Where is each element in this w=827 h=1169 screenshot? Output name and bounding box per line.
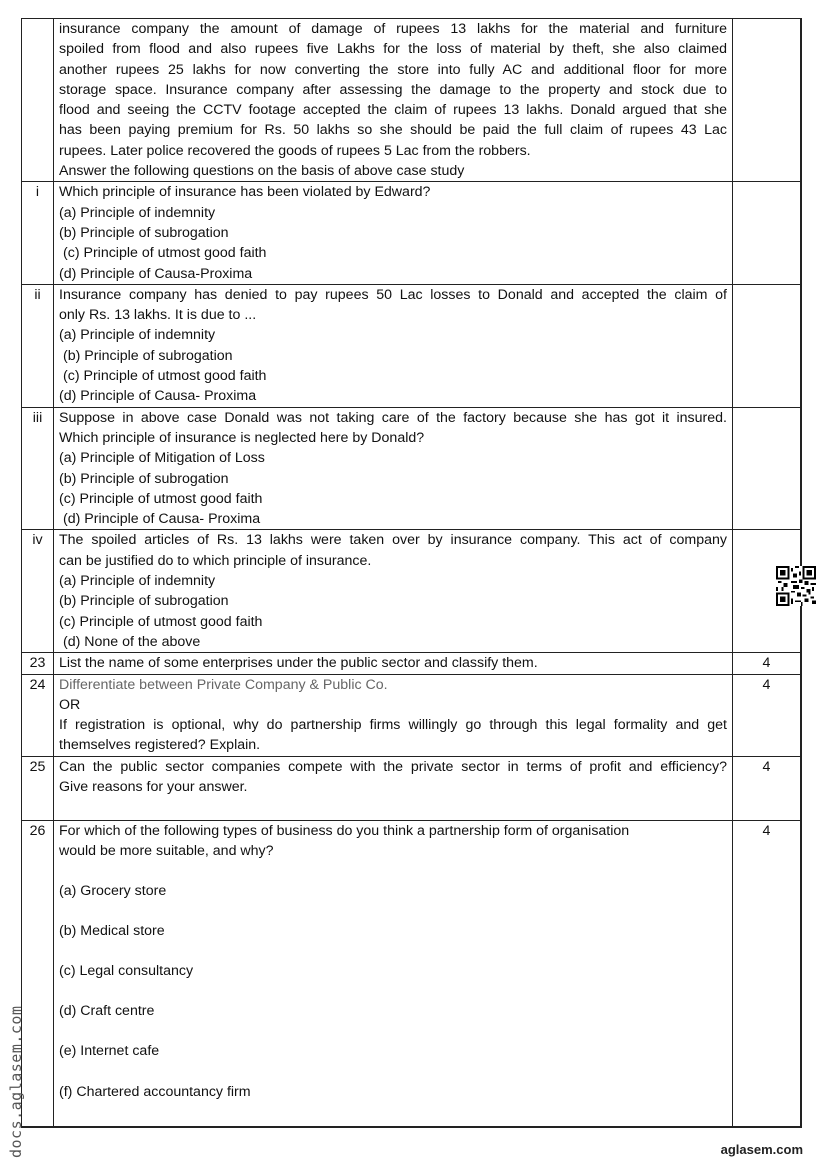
- spacer: [59, 901, 727, 921]
- option: (a) Principle of indemnity: [59, 204, 216, 221]
- question-number: iv: [22, 530, 54, 653]
- case-line: rupees. Later police recovered the goods of rupees 5 Lac from the robbers.: [59, 142, 531, 159]
- question-text: would be more suitable, and why?: [59, 842, 274, 859]
- option: (a) Principle of indemnity: [59, 573, 216, 590]
- marks-value: 4: [733, 674, 801, 756]
- question-text: Which principle of insurance has been violated by Edward?: [59, 184, 431, 201]
- or-separator: OR: [59, 696, 81, 713]
- question-text: Can the public sector companies compete with the private sector in terms of profit and efficiency?: [59, 758, 727, 775]
- question-text: themselves registered? Explain.: [59, 737, 261, 754]
- option: (c) Principle of utmost good faith: [63, 368, 267, 385]
- option: (c) Principle of utmost good faith: [59, 613, 263, 630]
- option: (a) Grocery store: [59, 883, 167, 900]
- question-text: only Rs. 13 lakhs. It is due to ...: [59, 307, 257, 324]
- marks-value: 4: [733, 820, 801, 1126]
- case-study-text: [54, 19, 733, 182]
- question-body: [54, 820, 733, 1126]
- question-text: If registration is optional, why do partnership firms willingly go through this legal formality and get: [59, 717, 727, 734]
- qr-code-icon[interactable]: [776, 566, 816, 606]
- subquestion-row: [22, 407, 801, 530]
- option: (b) Principle of subrogation: [59, 470, 229, 487]
- spacer: [59, 1062, 727, 1082]
- option: (d) Principle of Causa- Proxima: [59, 388, 257, 405]
- question-row-25: [22, 756, 801, 820]
- option: (f) Chartered accountancy firm: [59, 1083, 251, 1100]
- spacer: [59, 861, 727, 881]
- question-body: [54, 530, 733, 653]
- case-line: insurance company the amount of damage of rupees 13 lakhs for the material and furniture: [59, 21, 727, 37]
- case-study-row: [22, 19, 801, 182]
- question-number: 24: [22, 674, 54, 756]
- question-body: [54, 182, 733, 284]
- question-body: [54, 653, 733, 674]
- question-text: Differentiate between Private Company & Public Co.: [59, 676, 388, 693]
- subquestion-row: [22, 284, 801, 407]
- option: (b) Medical store: [59, 923, 165, 940]
- marks-value: 4: [733, 653, 801, 674]
- question-row-26: [22, 820, 801, 1126]
- case-line: spoiled from flood and also rupees five Lakhs for the loss of material by theft, she also claimed: [59, 41, 727, 58]
- question-text: For which of the following types of business do you think a partnership form of organisation: [59, 822, 630, 839]
- question-text: Insurance company has denied to pay rupees 50 Lac losses to Donald and accepted the claim of: [59, 286, 727, 303]
- question-row-24: [22, 674, 801, 756]
- question-text: The spoiled articles of Rs. 13 lakhs were taken over by insurance company. This act of company: [59, 532, 727, 549]
- spacer: [59, 941, 727, 961]
- marks-cell: [733, 182, 801, 284]
- subquestion-row: [22, 182, 801, 284]
- option: (a) Principle of Mitigation of Loss: [59, 450, 265, 467]
- question-table: [21, 18, 801, 1127]
- option: (b) Principle of subrogation: [59, 224, 229, 241]
- spacer: [59, 1022, 727, 1042]
- question-text: Suppose in above case Donald was not taking care of the factory because she has got it insured.: [59, 409, 727, 426]
- question-text: List the name of some enterprises under the public sector and classify them.: [59, 655, 538, 672]
- option: (c) Legal consultancy: [59, 963, 194, 980]
- case-instruction: Answer the following questions on the basis of above case study: [59, 163, 465, 180]
- marks-value: 4: [733, 756, 801, 820]
- question-body: [54, 407, 733, 530]
- case-line: has been paying premium for Rs. 50 lakhs so she should be paid the full claim of rupees 43 Lac: [59, 122, 727, 139]
- option: (e) Internet cafe: [59, 1043, 160, 1060]
- option: (c) Principle of utmost good faith: [59, 490, 263, 507]
- subquestion-row: [22, 530, 801, 653]
- option: (c) Principle of utmost good faith: [63, 245, 267, 262]
- option: (a) Principle of indemnity: [59, 327, 216, 344]
- watermark: docs.aglasem.com: [7, 1005, 25, 1158]
- option: (b) Principle of subrogation: [63, 347, 233, 364]
- question-text: Which principle of insurance is neglected here by Donald?: [59, 429, 425, 446]
- question-body: [54, 284, 733, 407]
- case-line: another rupees 25 lakhs for now converting the store into fully AC and additional floor for more: [59, 61, 727, 78]
- question-number: ii: [22, 284, 54, 407]
- question-number: 26: [22, 820, 54, 1126]
- option: (d) Principle of Causa-Proxima: [59, 265, 253, 282]
- case-line: flood and seeing the CCTV footage accepted the claim of rupees 13 lakhs. Donald argued that she: [59, 102, 727, 119]
- question-row-23: [22, 653, 801, 674]
- footer-brand[interactable]: aglasem.com: [720, 1142, 803, 1157]
- case-line: storage space. Insurance company after assessing the damage to the property and stock due to: [59, 81, 727, 98]
- question-body: [54, 674, 733, 756]
- question-number: 25: [22, 756, 54, 820]
- question-body: [54, 756, 733, 820]
- spacer: [59, 982, 727, 1002]
- question-number: i: [22, 182, 54, 284]
- option: (b) Principle of subrogation: [59, 593, 229, 610]
- option: (d) None of the above: [63, 633, 201, 650]
- question-text: Give reasons for your answer.: [59, 778, 248, 795]
- option: (d) Craft centre: [59, 1003, 155, 1020]
- marks-cell: [733, 407, 801, 530]
- option: (d) Principle of Causa- Proxima: [63, 511, 261, 528]
- question-number: 23: [22, 653, 54, 674]
- question-text: can be justified do to which principle of insurance.: [59, 552, 372, 569]
- question-number: iii: [22, 407, 54, 530]
- marks-cell: [733, 284, 801, 407]
- case-study-marks-cell: [733, 19, 801, 182]
- case-study-num-cell: [22, 19, 54, 182]
